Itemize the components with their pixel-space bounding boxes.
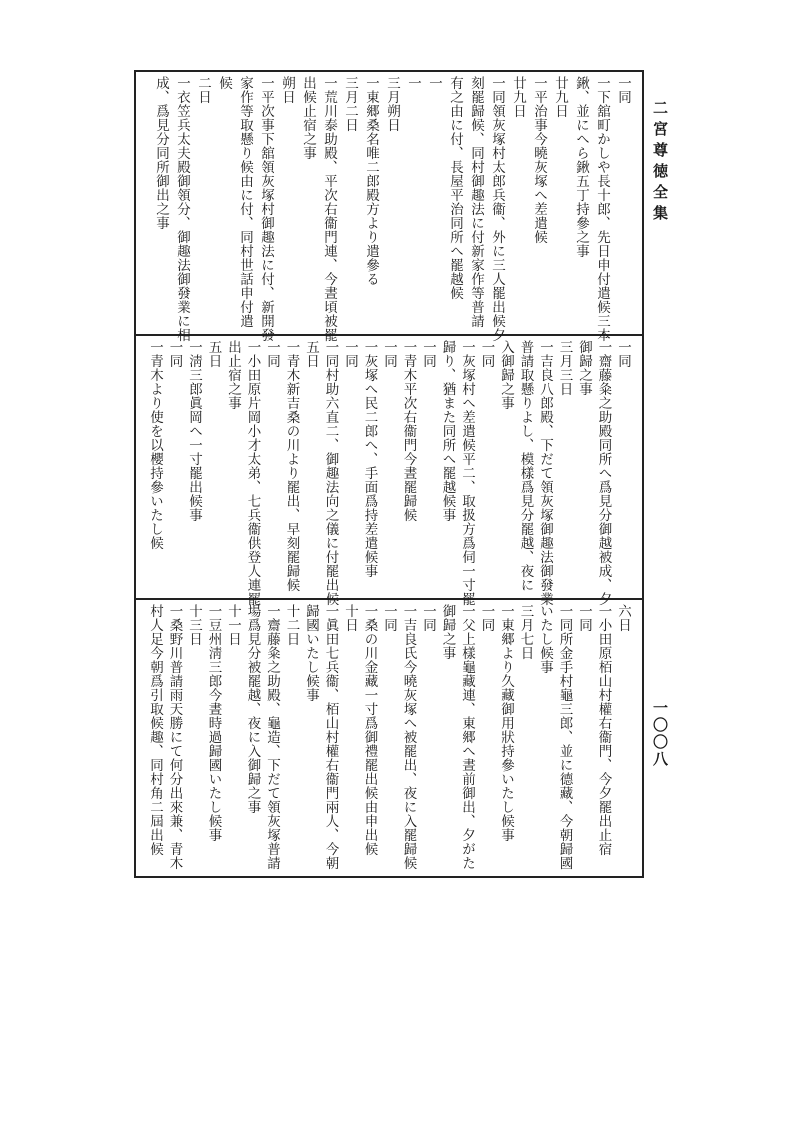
text-column: 一 bbox=[426, 76, 442, 90]
text-column: 一同 bbox=[478, 340, 495, 368]
text-column: 刻罷歸候、同村御趣法に付新家作等普請 bbox=[468, 76, 484, 328]
text-column: 三月二日 bbox=[342, 76, 358, 132]
text-frame bbox=[134, 70, 644, 878]
text-column: 一東郷より久藏御用狀持參いたし候事 bbox=[498, 604, 514, 842]
text-column: 一同 bbox=[576, 604, 592, 632]
text-column: 一平次事下舘領灰塚村御趣法に付、新開發 bbox=[258, 76, 274, 342]
text-column: 歸國いたし候事 bbox=[303, 604, 319, 702]
text-column: 入御歸之事 bbox=[498, 340, 514, 410]
page-number: 一〇〇八 bbox=[651, 700, 669, 768]
text-column: 一灰塚村へ差遣候平二、取扱方爲伺一寸罷 bbox=[459, 340, 475, 606]
text-column: 歸り、猶また同所へ罷越候事 bbox=[439, 340, 456, 522]
text-column: 廿九日 bbox=[552, 76, 568, 118]
text-column: 一父上樣龜藏連、東郷へ晝前御出、夕がた bbox=[459, 604, 475, 870]
text-column: 廿九日 bbox=[510, 76, 526, 118]
text-column: 一 bbox=[405, 76, 421, 90]
text-column: 一小田原栢山村權右衞門、今夕罷出止宿 bbox=[595, 604, 612, 856]
text-column: 有之由に付、長屋平治同所へ罷越候 bbox=[447, 76, 463, 300]
text-column: 一平治事今曉灰塚へ差遣候 bbox=[531, 76, 547, 244]
text-column: 一灰塚へ民二郎へ、手面爲持差遣候事 bbox=[361, 340, 378, 578]
text-column: 鍬、並にへら鍬五丁持參之事 bbox=[573, 76, 589, 258]
section-1 bbox=[144, 72, 634, 342]
text-column: 一同所金手村龜三郎、並に德藏、今朝歸國 bbox=[556, 604, 573, 870]
text-column: 一青木より使を以櫻持參いたし候 bbox=[147, 340, 163, 550]
text-column: 一同 bbox=[381, 340, 397, 368]
text-column: 一衣笠兵太夫殿御領分、御趣法御發業に相 bbox=[174, 76, 190, 342]
text-column: 一青木平次右衞門今晝罷歸候 bbox=[400, 340, 417, 522]
text-column: 一下舘町かしや長十郎、先日申付遣候三本 bbox=[594, 76, 610, 342]
text-column: 一吉良八郎殿、下だて領灰塚御趣法御發業 bbox=[537, 340, 553, 606]
text-column: 十一日 bbox=[225, 604, 241, 646]
text-column: 二日 bbox=[195, 76, 211, 104]
text-column: 三月朔日 bbox=[384, 76, 400, 132]
text-column: 一桑の川金藏一寸爲御禮罷出候由申出候 bbox=[361, 604, 378, 856]
text-column: 一同 bbox=[420, 340, 436, 368]
text-column: 五日 bbox=[303, 340, 319, 368]
text-column: 十日 bbox=[342, 604, 358, 632]
text-column: 一同 bbox=[166, 340, 183, 368]
text-column: 一同 bbox=[264, 340, 280, 368]
text-column: 一淸三郎眞岡へ一寸罷出候事 bbox=[186, 340, 202, 522]
text-column: 一同 bbox=[381, 604, 397, 632]
text-column: 出候止宿之事 bbox=[300, 76, 316, 160]
text-column: 一同 bbox=[420, 604, 436, 632]
text-column: 普請取懸りよし、模樣爲見分罷越、夜に bbox=[517, 340, 534, 592]
text-column: 一同 bbox=[478, 604, 495, 632]
text-column: 御歸之事 bbox=[576, 340, 592, 396]
text-column: 一青木新吉桑の川より罷出、早刻罷歸候 bbox=[283, 340, 300, 592]
text-column: 成、爲見分同所御出之事 bbox=[153, 76, 169, 230]
text-column: 出止宿之事 bbox=[225, 340, 241, 410]
text-column: 十二日 bbox=[283, 604, 300, 646]
text-column: 一吉良氏今曉灰塚へ被罷出、夜に入罷歸候 bbox=[400, 604, 417, 870]
text-column: いたし候事 bbox=[537, 604, 553, 674]
section-2 bbox=[144, 336, 634, 606]
text-column: 三月三日 bbox=[556, 340, 573, 396]
book-title: 二宮尊徳全集 bbox=[651, 100, 669, 226]
text-column: 一桑野川普請雨天勝にて何分出來兼、青木 bbox=[166, 604, 183, 870]
text-column: 一齋藤粂之助殿、龜造、下だて領灰塚普請 bbox=[264, 604, 280, 870]
text-column: 朔日 bbox=[279, 76, 295, 104]
text-column: 十三日 bbox=[186, 604, 202, 646]
text-column: 一同村助六直二、御趣法向之儀に付罷出候 bbox=[322, 340, 339, 606]
text-column: 一眞田七兵衞、栢山村權右衞門兩人、今朝 bbox=[322, 604, 339, 870]
text-column: 村人足今朝爲引取候趣、同村角二屆出候 bbox=[147, 604, 163, 856]
section-3 bbox=[144, 600, 634, 876]
text-column: 一齋藤粂之助殿同所へ爲見分御越被成、夕 bbox=[595, 340, 612, 606]
text-column: 一東郷桑名唯二郎殿方より遣參る bbox=[363, 76, 379, 286]
text-column: 一同 bbox=[342, 340, 358, 368]
text-column: 一同 bbox=[615, 76, 631, 104]
text-column: 一荒川泰助殿、平次右衞門連、今晝頃被罷 bbox=[321, 76, 337, 342]
text-column: 一豆州淸三郎今晝時過歸國いたし候事 bbox=[205, 604, 222, 842]
text-column: 家作等取懸り候由に付、同村世話申付遣 bbox=[237, 76, 253, 328]
text-column: 候 bbox=[216, 76, 232, 90]
text-column: 御歸之事 bbox=[439, 604, 456, 660]
text-column: 三月七日 bbox=[517, 604, 534, 660]
text-column: 場爲見分被罷越、夜に入御歸之事 bbox=[244, 604, 261, 814]
text-column: 一同 bbox=[615, 340, 631, 368]
text-column: 五日 bbox=[205, 340, 222, 368]
text-column: 一小田原片岡小才太弟、七兵衞供登人連罷 bbox=[244, 340, 261, 606]
text-column: 六日 bbox=[615, 604, 631, 632]
text-column: 一同領灰塚村太郎兵衞、外に三人罷出候夕 bbox=[489, 76, 505, 342]
